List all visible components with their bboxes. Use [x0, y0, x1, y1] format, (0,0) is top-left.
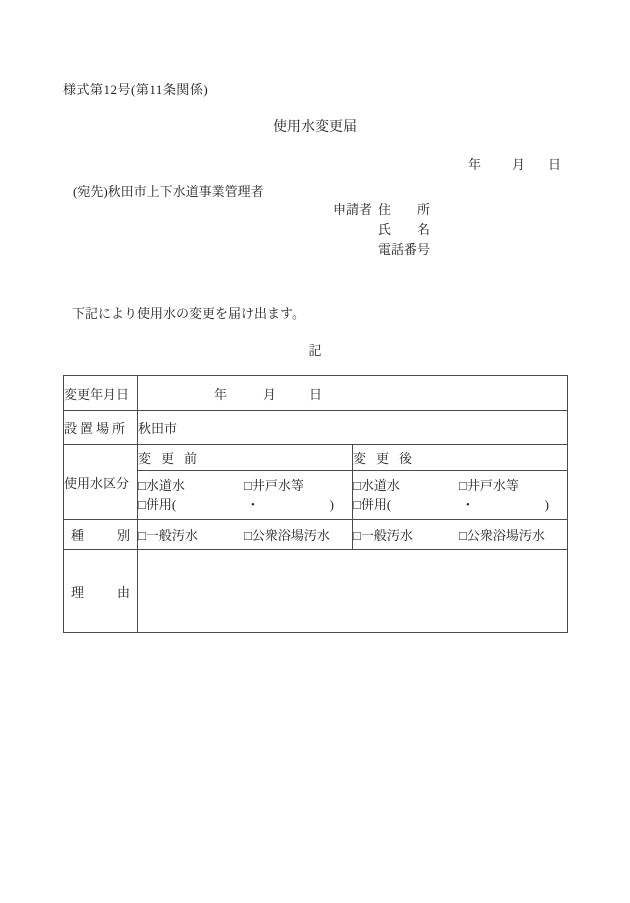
- reason-label-cell: [64, 550, 138, 633]
- combined-close-label: ): [329, 497, 334, 512]
- table-row-location: [64, 411, 568, 445]
- category-label-second: 別: [116, 528, 130, 543]
- table-row-reason: [64, 550, 568, 633]
- date-month-label: 月: [512, 157, 526, 172]
- usage-options-after-cell: [353, 471, 568, 520]
- change-date-day-label: 日: [309, 386, 323, 402]
- location-value: 秋田市: [138, 411, 568, 445]
- usage-options-before-cell: [138, 471, 353, 520]
- usage-label: 使用水区分: [64, 445, 138, 520]
- checkbox-option-general-sewage-before: □一般汚水: [138, 528, 198, 543]
- applicant-phone-label: 電話番号: [378, 242, 431, 257]
- checkbox-option-tap-water-after: □水道水: [353, 478, 400, 493]
- checkbox-option-well-water-after: □井戸水等: [459, 478, 519, 493]
- checkbox-option-bathhouse-sewage-after: □公衆浴場汚水: [459, 528, 545, 543]
- checkbox-option-general-sewage-after: □一般汚水: [353, 528, 413, 543]
- checkbox-option-tap-water-before: □水道水: [138, 478, 185, 493]
- applicant-name-label: 氏 名: [378, 222, 431, 237]
- change-date-month-label: 月: [263, 386, 277, 402]
- change-details-table: [63, 375, 568, 633]
- table-row-change-date: [64, 376, 568, 411]
- addressee-line: (宛先)秋田市上下水道事業管理者: [73, 184, 264, 199]
- category-label-cell: [64, 520, 138, 550]
- checkbox-option-well-water-before: □井戸水等: [244, 478, 304, 493]
- combined-dot-label: ・: [461, 497, 475, 512]
- category-label-first: 種: [71, 528, 85, 543]
- page-title: 使用水変更届: [273, 120, 357, 135]
- checkbox-option-combined-after: [353, 495, 549, 514]
- category-options-after-cell: [353, 520, 568, 550]
- combined-close-label: ): [544, 497, 549, 512]
- combined-open-label: □併用(: [138, 497, 177, 512]
- reason-label-second: 由: [116, 584, 130, 600]
- change-date-value-cell: [138, 376, 568, 411]
- date-year-label: 年: [468, 157, 482, 172]
- combined-dot-label: ・: [246, 497, 260, 512]
- submission-date-line: [468, 154, 561, 173]
- reason-label-first: 理: [71, 584, 85, 600]
- applicant-address-label: 住 所: [378, 202, 431, 217]
- record-heading: 記: [308, 343, 322, 358]
- table-row-usage-options: [64, 471, 568, 520]
- change-date-label: 変更年月日: [64, 376, 138, 411]
- date-day-label: 日: [548, 157, 562, 172]
- applicant-label: 申請者: [333, 202, 373, 217]
- after-change-header: 変更後: [353, 445, 568, 471]
- table-row-usage-headers: [64, 445, 568, 471]
- combined-open-label: □併用(: [353, 497, 392, 512]
- table-row-category: [64, 520, 568, 550]
- reason-value-cell: [138, 550, 568, 633]
- applicant-block: [333, 200, 430, 260]
- checkbox-option-bathhouse-sewage-before: □公衆浴場汚水: [244, 528, 330, 543]
- location-label: 設置場所: [64, 411, 138, 445]
- before-change-header: 変更前: [138, 445, 353, 471]
- category-options-before-cell: [138, 520, 353, 550]
- form-number: 様式第12号(第11条関係): [63, 82, 209, 97]
- checkbox-option-combined-before: [138, 495, 334, 514]
- change-date-year-label: 年: [214, 386, 228, 402]
- instruction-text: 下記により使用水の変更を届け出ます。: [72, 306, 305, 321]
